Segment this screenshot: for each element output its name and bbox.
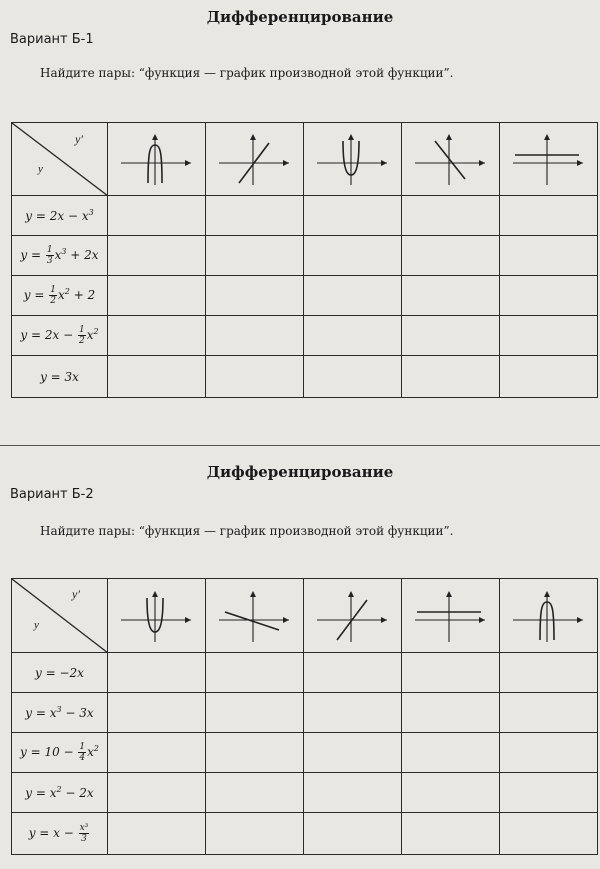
answer-cell[interactable] [500, 653, 598, 693]
answer-cell[interactable] [108, 773, 206, 813]
y-label: y [38, 163, 43, 175]
decreasing-line-icon [411, 129, 491, 189]
horizontal-line-icon [509, 129, 589, 189]
answer-cell[interactable] [402, 356, 500, 398]
task-text: Найдите пары: “функция — график производной этой функции”. [40, 66, 454, 80]
answer-cell[interactable] [206, 316, 304, 356]
increasing-line-icon [313, 586, 393, 646]
function-row [12, 316, 598, 356]
function-label: y = 3x [12, 356, 108, 398]
graph-curve [435, 141, 465, 179]
horizontal-line-icon [411, 586, 491, 646]
answer-cell[interactable] [206, 733, 304, 773]
graph-cell[interactable] [500, 123, 598, 196]
answer-cell[interactable] [108, 733, 206, 773]
answer-cell[interactable] [108, 276, 206, 316]
answer-cell[interactable] [304, 733, 402, 773]
downward-parabola-icon [117, 129, 197, 189]
answer-cell[interactable] [206, 653, 304, 693]
function-row [12, 236, 598, 276]
graph-cell[interactable] [108, 579, 206, 653]
answer-cell[interactable] [304, 693, 402, 733]
answer-cell[interactable] [304, 653, 402, 693]
answer-cell[interactable] [500, 813, 598, 855]
answer-cell[interactable] [206, 356, 304, 398]
answer-cell[interactable] [402, 276, 500, 316]
y-label: y [34, 619, 39, 631]
function-label: y = 10 − $\frac{1}{4}$ $x^2$ [12, 733, 108, 773]
graph-curve [225, 612, 279, 630]
task-text: Найдите пары: “функция — график производной этой функции”. [40, 524, 454, 538]
answer-cell[interactable] [500, 196, 598, 236]
answer-cell[interactable] [402, 196, 500, 236]
function-label: y = 2x − $\frac{1}{2}$ $x^2$ [12, 316, 108, 356]
graph-cell[interactable] [304, 123, 402, 196]
corner-cell [12, 123, 108, 196]
function-row [12, 693, 598, 733]
section-title: Дифференцирование [206, 8, 394, 26]
answer-cell[interactable] [402, 733, 500, 773]
answer-cell[interactable] [402, 653, 500, 693]
section-title: Дифференцирование [206, 463, 394, 481]
answer-cell[interactable] [402, 236, 500, 276]
answer-cell[interactable] [304, 813, 402, 855]
answer-cell[interactable] [500, 316, 598, 356]
variant-label: Вариант Б-1 [10, 32, 94, 47]
section-divider [0, 445, 600, 446]
answer-cell[interactable] [500, 236, 598, 276]
matching-table-b1 [11, 122, 598, 398]
answer-cell[interactable] [108, 813, 206, 855]
header-row [12, 579, 598, 653]
answer-cell[interactable] [500, 773, 598, 813]
answer-cell[interactable] [402, 693, 500, 733]
answer-cell[interactable] [402, 773, 500, 813]
function-row [12, 276, 598, 316]
upward-parabola-icon [117, 586, 197, 646]
function-row [12, 773, 598, 813]
matching-table-b2 [11, 578, 598, 855]
answer-cell[interactable] [108, 236, 206, 276]
answer-cell[interactable] [500, 693, 598, 733]
answer-cell[interactable] [206, 276, 304, 316]
answer-cell[interactable] [206, 773, 304, 813]
graph-cell[interactable] [206, 579, 304, 653]
answer-cell[interactable] [206, 693, 304, 733]
graph-cell[interactable] [402, 579, 500, 653]
answer-cell[interactable] [304, 356, 402, 398]
graph-cell[interactable] [206, 123, 304, 196]
variant-label: Вариант Б-2 [10, 487, 94, 502]
graph-cell[interactable] [304, 579, 402, 653]
diagonal-line [12, 123, 108, 196]
header-row [12, 123, 598, 196]
function-row [12, 733, 598, 773]
answer-cell[interactable] [402, 316, 500, 356]
function-label: y = $\frac{1}{3}$ $x^3 + 2x$ [12, 236, 108, 276]
answer-cell[interactable] [206, 196, 304, 236]
answer-cell[interactable] [304, 196, 402, 236]
answer-cell[interactable] [304, 316, 402, 356]
function-row [12, 813, 598, 855]
function-label: y = x − $\frac{\text{x³}}{3}$ [12, 813, 108, 855]
answer-cell[interactable] [206, 813, 304, 855]
function-label: y = −2x [12, 653, 108, 693]
corner-cell [12, 579, 108, 653]
y-prime-label: y′ [75, 132, 83, 146]
answer-cell[interactable] [500, 356, 598, 398]
answer-cell[interactable] [304, 236, 402, 276]
function-row [12, 653, 598, 693]
answer-cell[interactable] [304, 773, 402, 813]
graph-cell[interactable] [108, 123, 206, 196]
answer-cell[interactable] [108, 693, 206, 733]
function-label: y = $\frac{1}{2}$ $x^2 + 2$ [12, 276, 108, 316]
answer-cell[interactable] [108, 653, 206, 693]
answer-cell[interactable] [304, 276, 402, 316]
function-label: $y = x^3 - 3x$ [12, 693, 108, 733]
answer-cell[interactable] [402, 813, 500, 855]
function-row [12, 356, 598, 398]
answer-cell[interactable] [500, 733, 598, 773]
graph-cell[interactable] [500, 579, 598, 653]
function-label: $y = 2x - x^3$ [12, 196, 108, 236]
answer-cell[interactable] [108, 316, 206, 356]
increasing-line-icon [215, 129, 295, 189]
graph-cell[interactable] [402, 123, 500, 196]
shallow-decreasing-line-icon [215, 586, 295, 646]
diagonal-line [12, 579, 108, 653]
downward-parabola-icon [509, 586, 589, 646]
answer-cell[interactable] [108, 196, 206, 236]
function-row [12, 196, 598, 236]
answer-cell[interactable] [500, 276, 598, 316]
function-label: $y = x^2 - 2x$ [12, 773, 108, 813]
answer-cell[interactable] [108, 356, 206, 398]
upward-parabola-icon [313, 129, 393, 189]
y-prime-label: y′ [72, 587, 80, 601]
answer-cell[interactable] [206, 236, 304, 276]
